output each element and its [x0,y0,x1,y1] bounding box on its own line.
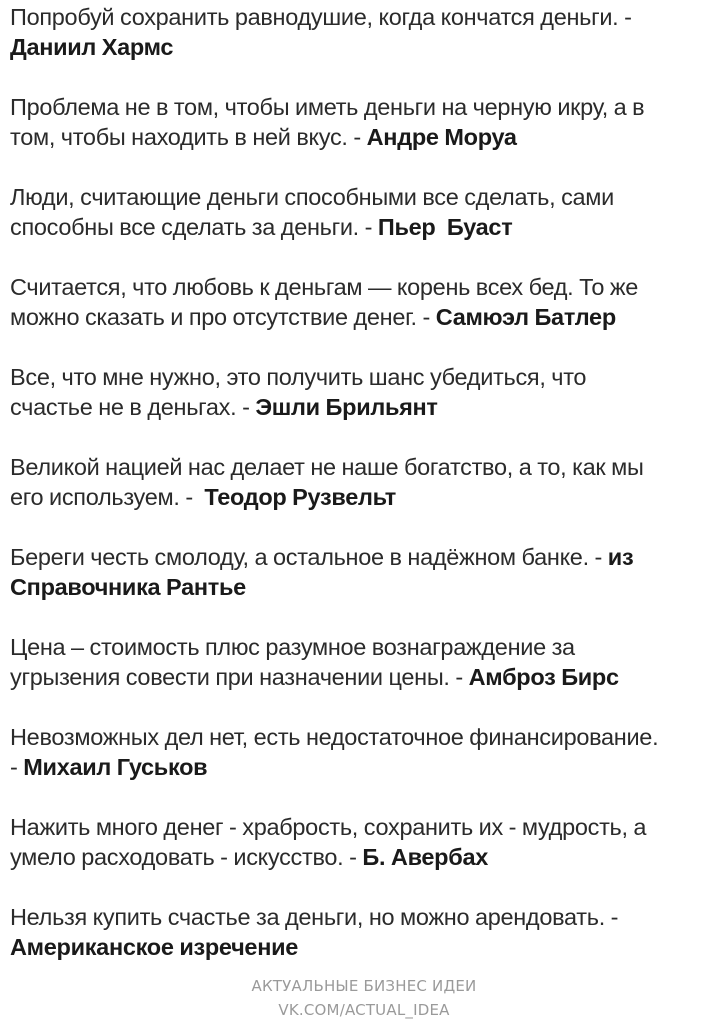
quote-item [10,2,722,62]
quote-author: Даниил Хармс [10,34,174,60]
quote-author: Эшли Брильянт [255,394,438,420]
quote-author: Амброз Бирс [468,664,619,690]
quote-text: Нажить много денег - храбрость, сохранить их - мудрость, а умело расходовать - искусство. - [10,814,647,870]
quote-item [10,542,722,602]
quote-author: Б. Авербах [362,844,488,870]
quote-author: Михаил Гуськов [23,754,208,780]
quote-text: Береги честь смолоду, а остальное в надёжном банке. - [10,544,608,570]
footer-watermark [0,974,728,1022]
footer-brand-name: АКТУАЛЬНЫЕ БИЗНЕС ИДЕИ [251,977,477,995]
quote-text: Люди, считающие деньги способными все сделать, сами способны все сделать за деньги. - [10,184,614,240]
quote-text: Проблема не в том, чтобы иметь деньги на черную икру, а в том, чтобы находить в ней вкус. - [10,94,645,150]
quote-text: Все, что мне нужно, это получить шанс убедиться, что счастье не в деньгах. - [10,364,587,420]
quote-text: Великой нацией нас делает не наше богатство, а то, как мы его используем. - [10,454,644,510]
quote-author: Самюэл Батлер [435,304,616,330]
quote-item [10,182,722,242]
quote-author: из Справочника Рантье [10,544,634,600]
quote-author: Андре Моруа [366,124,517,150]
quote-text: Невозможных дел нет, есть недостаточное финансирование. - [10,724,659,780]
quote-item [10,632,722,692]
quote-author: Пьер Буаст [377,214,513,240]
footer-link: VK.COM/ACTUAL_IDEA [278,1001,450,1019]
quote-list [10,2,722,992]
quote-text: Считается, что любовь к деньгам — корень всех бед. То же можно сказать и про отсутствие денег. - [10,274,639,330]
quote-item [10,902,722,962]
quote-item [10,812,722,872]
quote-item [10,362,722,422]
quote-author: Американское изречение [10,934,299,960]
quote-item [10,452,722,512]
quote-item [10,272,722,332]
quote-author: Теодор Рузвельт [204,484,396,510]
quote-item [10,92,722,152]
quote-item [10,722,722,782]
quote-text: Цена – стоимость плюс разумное вознаграждение за угрызения совести при назначении цены. - [10,634,575,690]
quote-text: Нельзя купить счастье за деньги, но можно арендовать. - [10,904,619,930]
quote-text: Попробуй сохранить равнодушие, когда кончатся деньги. - [10,4,632,30]
